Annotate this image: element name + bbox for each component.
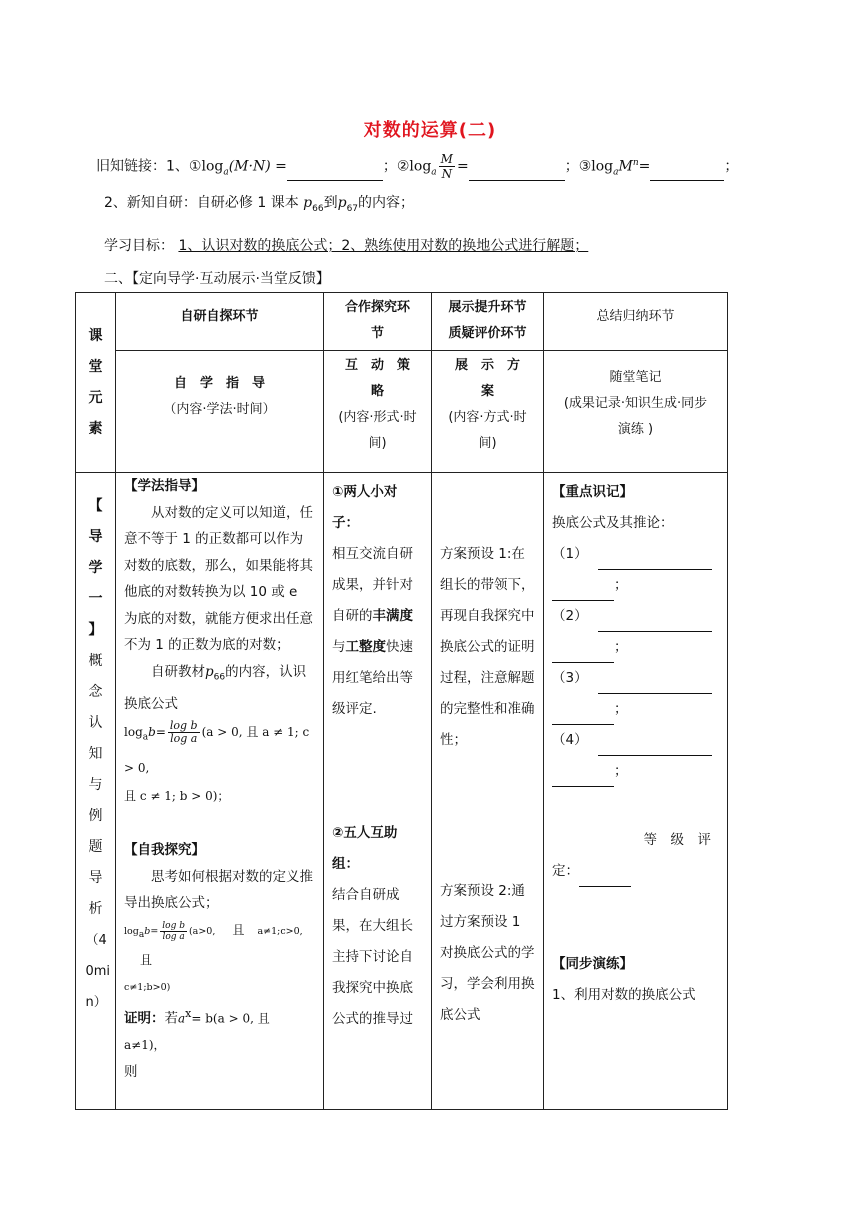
formula-base2: a (431, 167, 437, 178)
f1-base: a (142, 732, 149, 743)
answer-blank-1[interactable] (287, 180, 383, 181)
page-title: 对数的运算(二) (363, 120, 497, 141)
formula-eq3: = (638, 158, 651, 175)
answer-blank-3[interactable] (650, 180, 724, 181)
col3-sub-line3: (内容·形式·时 (338, 410, 417, 425)
study-guide-text: 从对数的定义可以知道，任意不等于 1 的正数都可以作为对数的底数，那么，如果能将其他底的对数转换为以 10 或 e 为底的对数，就能方便求出任意不为 1 的正数为底的对数； (124, 504, 313, 653)
col4-sub-line3: (内容·方式·时 (448, 410, 527, 425)
lesson-table (75, 292, 728, 1110)
row-label-char: 念 (88, 684, 103, 700)
col5-sub-line3: 演练 ) (617, 422, 654, 437)
row-label-char: 题 (88, 839, 103, 855)
new-study-text3: 的内容； (358, 195, 415, 211)
page-end-sub: 67 (346, 203, 359, 214)
self-explore-heading: 【自我探究】 (124, 842, 205, 859)
formula-item (552, 725, 719, 756)
page-start-sub: 66 (312, 203, 324, 214)
grade-line (552, 856, 719, 887)
f2-cond3: c≠1;b>0) (124, 982, 171, 994)
proof-a: a (178, 1011, 186, 1026)
formula-item-end: ； (614, 639, 628, 655)
formula-item-continuation (552, 694, 719, 725)
col1-head-char: 堂 (88, 358, 103, 375)
col4-sub-line2: 案 (480, 384, 494, 399)
formula-item-blank[interactable] (598, 741, 712, 756)
f1-log: log (124, 725, 143, 740)
col5-sub-line2: (成果记录·知识生成·同步 (563, 396, 708, 411)
formula-eq2: = (456, 158, 469, 175)
formula-item-end: ； (614, 701, 628, 717)
proof-line (124, 1001, 315, 1059)
row-label-char: 学 (88, 560, 103, 576)
formula-log1: log (201, 158, 224, 175)
formula-base3: a (613, 167, 619, 178)
row-label-char: 概 (88, 653, 103, 669)
pair-text (332, 539, 423, 725)
textbook-page-sub: 66 (213, 672, 226, 683)
col1-head (86, 321, 106, 445)
col5-sub (544, 351, 728, 473)
formula-arg1: (M·N) = (228, 158, 287, 175)
col1-head-cell (76, 293, 116, 473)
new-study-line (104, 192, 784, 214)
row-label-char: 例 (88, 808, 103, 824)
formula-item-continuation (552, 632, 719, 663)
row-label-char: 一 (88, 591, 103, 607)
textbook-text-b: 的内容，认识换底公式 (124, 663, 307, 712)
formula-item-label: （3） (552, 670, 588, 686)
col2-sub-line2: （内容·学法·时间） (163, 402, 276, 417)
group-heading: ②五人互助组： (332, 825, 398, 872)
col4-head-line2: 质疑评价环节 (448, 326, 527, 341)
formula-change-of-base-2: $\log_ab=$ $\frac{\text{log b}}{\text{log a}}$ (a>0, 且 a≠1;c>0, 且 (124, 920, 303, 968)
col5-sub-line1: 随堂笔记 (609, 370, 662, 385)
f2-cond2: a≠1;c>0, (257, 925, 303, 937)
grade-blank[interactable] (579, 872, 631, 887)
f1-cond: (a > 0, 且 a ≠ 1; c > 0, (124, 725, 310, 775)
row-label-char: 与 (88, 777, 103, 793)
formula-item (552, 539, 719, 570)
formula-item-continuation (552, 756, 719, 787)
col3-sub (324, 351, 432, 473)
formula-exp3: n (632, 157, 639, 168)
answer-blank-2[interactable] (469, 180, 565, 181)
row-label-char: 知 (88, 746, 103, 762)
row-label-char: 析 (88, 901, 103, 917)
review-sep2: ；② (382, 158, 410, 175)
page-start: p (303, 195, 313, 211)
row-label-cell (76, 473, 116, 1110)
self-explore-text: 思考如何根据对数的定义推导出换底公式； (124, 868, 313, 912)
col3-sub-line1: 互 动 策 (344, 358, 410, 373)
formula-item-continuation (552, 570, 719, 601)
col1-head-char: 素 (88, 420, 103, 437)
section-heading: 二、【定向导学·互动展示·当堂反馈】 (104, 271, 330, 287)
f2-base: a (138, 929, 145, 940)
pair-text-a: 相互交流自研成果，并针对自研的 (332, 546, 413, 624)
practice-heading: 【同步演练】 (552, 956, 633, 972)
row-label (85, 491, 111, 1018)
col2-sub (116, 351, 324, 473)
col5-body (544, 473, 728, 1110)
key-points-heading: 【重点识记】 (552, 484, 633, 500)
formula-item (552, 601, 719, 632)
f2-qie: 且 (232, 922, 245, 937)
f2-fraction (160, 921, 187, 942)
pair-bold1: 丰满度 (372, 608, 413, 624)
formula-item-blank2[interactable] (552, 710, 614, 725)
fraction-denominator: N (441, 167, 453, 181)
col3-head-line2: 节 (370, 326, 384, 341)
practice-text: 1、利用对数的换底公式 (552, 987, 696, 1003)
textbook-page: p (205, 663, 214, 680)
f1-b: b (148, 725, 156, 740)
formula-log2: log (409, 158, 432, 175)
review-end: ； (724, 158, 739, 175)
row-label-char: 认 (88, 715, 103, 731)
col4-sub (432, 351, 544, 473)
col2-sub-line1: 自 学 指 导 (173, 376, 265, 391)
new-study-text1: 2、新知自研：自研必修 1 课本 (104, 195, 299, 211)
grade-label: 等 级 评 (643, 832, 711, 848)
review-sep3: ；③ (564, 158, 592, 175)
col2-body (116, 473, 324, 1110)
col3-body (324, 473, 432, 1110)
formula-item-blank2[interactable] (552, 586, 614, 601)
review-line (96, 152, 776, 181)
formula-list (552, 539, 719, 787)
proof-text: 若 (164, 1010, 178, 1027)
proof-rest: = b(a > 0, 且 a≠1)， (124, 1011, 270, 1053)
review-prefix: 旧知链接：1、① (96, 158, 202, 175)
pair-heading: ①两人小对子： (332, 484, 398, 531)
page-end: p (337, 195, 347, 211)
f2-cond: (a>0, (188, 925, 216, 937)
formula-fraction (439, 152, 455, 181)
formula-item-blank[interactable] (598, 617, 712, 632)
f2-b: b (144, 925, 151, 937)
f1-fraction (168, 720, 200, 745)
proof-then: 则 (124, 1063, 138, 1080)
study-guide-heading: 【学法指导】 (124, 478, 205, 494)
col3-head-line1: 合作探究环 (344, 300, 410, 315)
row-label-char: 0mi (85, 964, 111, 979)
col4-head-line1: 展示提升环节 (448, 300, 527, 315)
formula-item-end: ； (614, 763, 628, 779)
textbook-text-a: 自研教材 (151, 663, 205, 680)
pair-text-d: 快速用红笔给出等级评定. (332, 639, 413, 717)
f2-num: log b (162, 920, 185, 931)
col4-head (432, 293, 544, 351)
f1-cond2: 且 c ≠ 1; b > 0)； (124, 788, 230, 803)
row-label-char: 导 (88, 870, 103, 886)
col3-sub-line2: 略 (370, 384, 384, 399)
f1-den: log a (170, 732, 198, 746)
col1-head-char: 元 (88, 389, 103, 406)
formula-item-blank[interactable] (598, 555, 712, 570)
formula-item-label: （4） (552, 732, 588, 748)
f2-qie2: 且 (140, 953, 153, 968)
row-label-char: n） (85, 995, 107, 1010)
formula-item-blank2[interactable] (552, 772, 614, 787)
textbook-line (124, 659, 315, 718)
col4-sub-line4: 间) (478, 436, 497, 451)
col5-head: 总结归纳环节 (544, 293, 728, 351)
group-text: 结合自研成果，在大组长主持下讨论自我探究中换底公式的推导过 (332, 887, 413, 1027)
row-label-char: （4 (85, 933, 107, 948)
formula-m3: M (618, 158, 633, 175)
formula-change-of-base-1: $\log_ab=$ $\frac{\text{log b}}{\text{log a}}$ (a > 0, 且 a ≠ 1; c > 0, (124, 719, 310, 775)
goal-line (104, 235, 784, 255)
formula-item-blank2[interactable] (552, 648, 614, 663)
key-points-text: 换底公式及其推论： (552, 515, 674, 531)
pair-bold2: 工整度 (345, 639, 386, 655)
formula-base1: a (223, 167, 229, 178)
fraction-numerator: M (440, 152, 453, 166)
col3-sub-line4: 间) (368, 436, 387, 451)
col4-sub-line1: 展 示 方 (454, 358, 520, 373)
row-label-char: 【 (88, 498, 103, 514)
row-label-char: 导 (88, 529, 103, 545)
new-study-text2: 到 (323, 195, 338, 211)
formula-item-end: ； (614, 577, 628, 593)
proof-label: 证明： (124, 1010, 165, 1027)
col3-head (324, 293, 432, 351)
f2-log: log (124, 925, 139, 937)
f1-num: log b (169, 719, 198, 733)
formula-item-blank[interactable] (598, 679, 712, 694)
f2-den: log a (162, 931, 185, 942)
proof-x: x (185, 1007, 192, 1021)
pair-text-c: 与 (332, 639, 346, 655)
col4-body (432, 473, 544, 1110)
formula-item (552, 663, 719, 694)
goal-label: 学习目标： (104, 238, 174, 254)
formula-item-label: （2） (552, 608, 588, 624)
row-label-char: 】 (88, 622, 103, 638)
col2-head: 自研自探环节 (116, 293, 324, 351)
formula-item-label: （1） (552, 546, 588, 562)
formula-log3: log (591, 158, 614, 175)
col1-head-char: 课 (88, 327, 103, 344)
plan2-text: 方案预设 2:通过方案预设 1 对换底公式的学习，学会利用换底公式 (440, 883, 535, 1023)
plan1-text: 方案预设 1:在组长的带领下，再现自我探究中换底公式的证明过程，注意解题的完整性和准确性； (440, 546, 535, 748)
grade-label2: 定： (552, 863, 579, 879)
goal-text: 1、认识对数的换底公式；2、熟练使用对数的换地公式进行解题； (178, 238, 589, 254)
